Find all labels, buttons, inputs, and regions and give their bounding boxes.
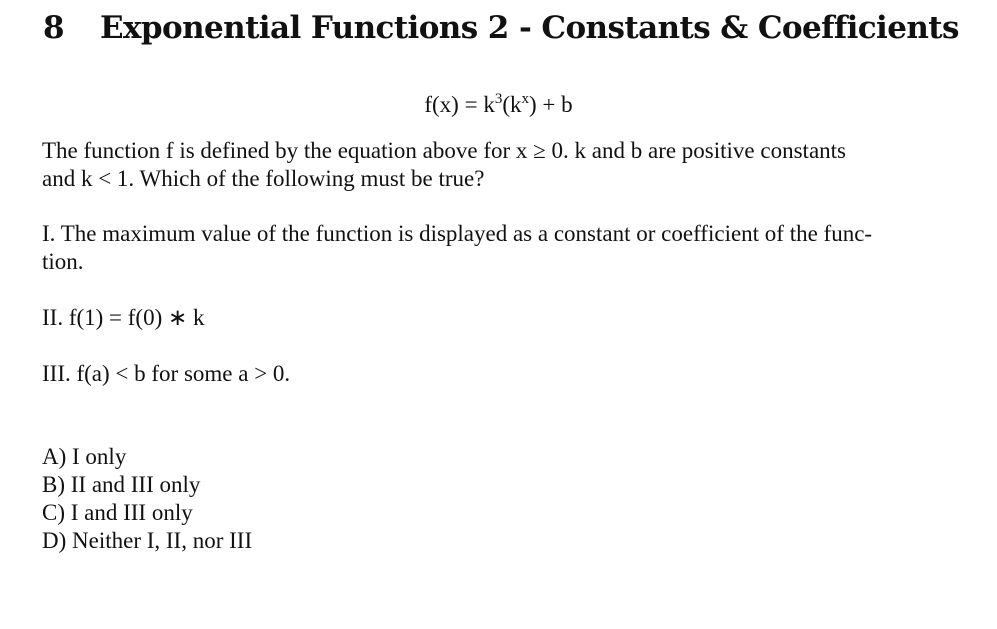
problem-line-1: The function f is defined by the equation above for x ≥ 0. k and b are positive constants — [42, 138, 846, 163]
statement-ii: II. f(1) = f(0) ∗ k — [42, 305, 205, 330]
statement-iii: III. f(a) < b for some a > 0. — [42, 361, 291, 386]
choice-b: B) II and III only — [42, 472, 201, 497]
answer-choices — [42, 443, 957, 555]
equation-exponent: 3 — [494, 91, 503, 107]
function-equation — [0, 92, 997, 118]
equation-tail: ) + b — [528, 92, 573, 117]
problem-statement — [42, 137, 957, 193]
choice-a: A) I only — [42, 444, 127, 469]
equation-inner-exponent: x — [521, 91, 529, 107]
section-title-text: Exponential Functions 2 - Constants & Coefficients — [100, 10, 959, 46]
statement-i-line-2: tion. — [42, 249, 84, 274]
section-title — [43, 10, 973, 46]
choice-d: D) Neither I, II, nor III — [42, 528, 253, 553]
equation-inner: (k — [502, 92, 522, 117]
equation-lhs: f(x) = — [424, 92, 484, 117]
statement-i — [42, 220, 957, 276]
choice-c: C) I and III only — [42, 500, 193, 525]
problem-line-2: and k < 1. Which of the following must be true? — [42, 166, 485, 191]
statement-i-line-1: I. The maximum value of the function is displayed as a constant or coefficient of the func- — [42, 221, 873, 246]
section-number: 8 — [43, 10, 64, 46]
equation-k: k — [483, 92, 495, 117]
